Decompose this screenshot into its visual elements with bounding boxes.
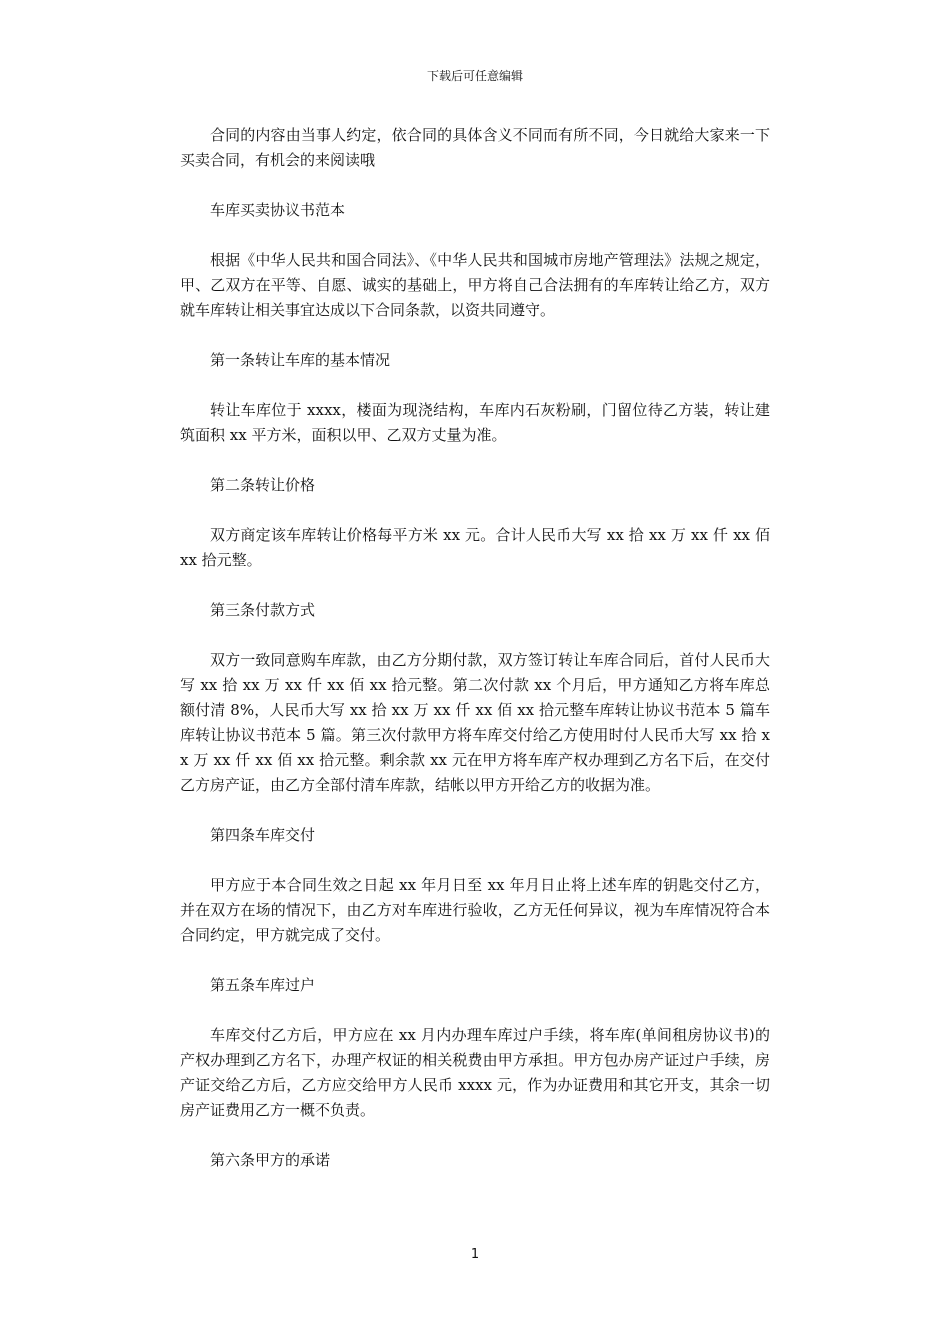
article-1-heading: 第一条转让车库的基本情况 — [210, 351, 391, 369]
preamble-paragraph: 根据《中华人民共和国合同法》、《中华人民共和国城市房地产管理法》法规之规定，甲、乙双方在平等、自愿、诚实的基础上，甲方将自己合法拥有的车库转让给乙方，双方就车库转让相关事宜达成以下合同条款，以资共同遵守。 — [180, 251, 770, 319]
document-title: 车库买卖协议书范本 — [210, 201, 346, 219]
article-5-heading: 第五条车库过户 — [210, 976, 316, 994]
page-number: 1 — [470, 1247, 480, 1262]
article-3-body: 双方一致同意购车库款，由乙方分期付款，双方签订转让车库合同后，首付人民币大写 xx 拾 xx 万 xx 仟 xx 佰 xx 拾元整。第二次付款 xx 个月后，甲方通知乙方将车库总额付清 8%，人民币大写 xx 拾 xx 万 xx 仟 xx 佰 xx 拾元整车库转让协议书范本 5 篇车库转让协议书范本 5 篇。第三次付款甲方将车库交付给乙方使用时付人民币大写 xx 拾 xx 万 xx 仟 xx 佰 xx 拾元整。剩余款 xx 元在甲方将车库产权办理到乙方名下后，在交付乙方房产证，由乙方全部付清车库款，结帐以甲方开给乙方的收据为准。 — [180, 651, 770, 794]
article-5-body: 车库交付乙方后，甲方应在 xx 月内办理车库过户手续，将车库(单间租房协议书)的产权办理到乙方名下，办理产权证的相关税费由甲方承担。甲方包办房产证过户手续，房产证交给乙方后，乙方应交给甲方人民币 xxxx 元，作为办证费用和其它开支，其余一切房产证费用乙方一概不负责。 — [180, 1026, 770, 1119]
article-2-heading: 第二条转让价格 — [210, 476, 316, 494]
document-body — [180, 123, 770, 1173]
page-header: 下载后可任意编辑 — [426, 69, 523, 83]
article-6-heading: 第六条甲方的承诺 — [210, 1151, 331, 1169]
article-4-body: 甲方应于本合同生效之日起 xx 年月日至 xx 年月日止将上述车库的钥匙交付乙方，并在双方在场的情况下，由乙方对车库进行验收，乙方无任何异议，视为车库情况符合本合同约定，甲方就完成了交付。 — [180, 876, 770, 944]
article-1-body: 转让车库位于 xxxx，楼面为现浇结构，车库内石灰粉刷，门留位待乙方装，转让建筑面积 xx 平方米，面积以甲、乙双方丈量为准。 — [180, 401, 770, 444]
article-2-body: 双方商定该车库转让价格每平方米 xx 元。合计人民币大写 xx 拾 xx 万 xx 仟 xx 佰 xx 拾元整。 — [180, 526, 770, 569]
intro-paragraph: 合同的内容由当事人约定，依合同的具体含义不同而有所不同，今日就给大家来一下买卖合同，有机会的来阅读哦 — [180, 126, 770, 169]
article-3-heading: 第三条付款方式 — [210, 601, 316, 619]
article-4-heading: 第四条车库交付 — [210, 826, 316, 844]
